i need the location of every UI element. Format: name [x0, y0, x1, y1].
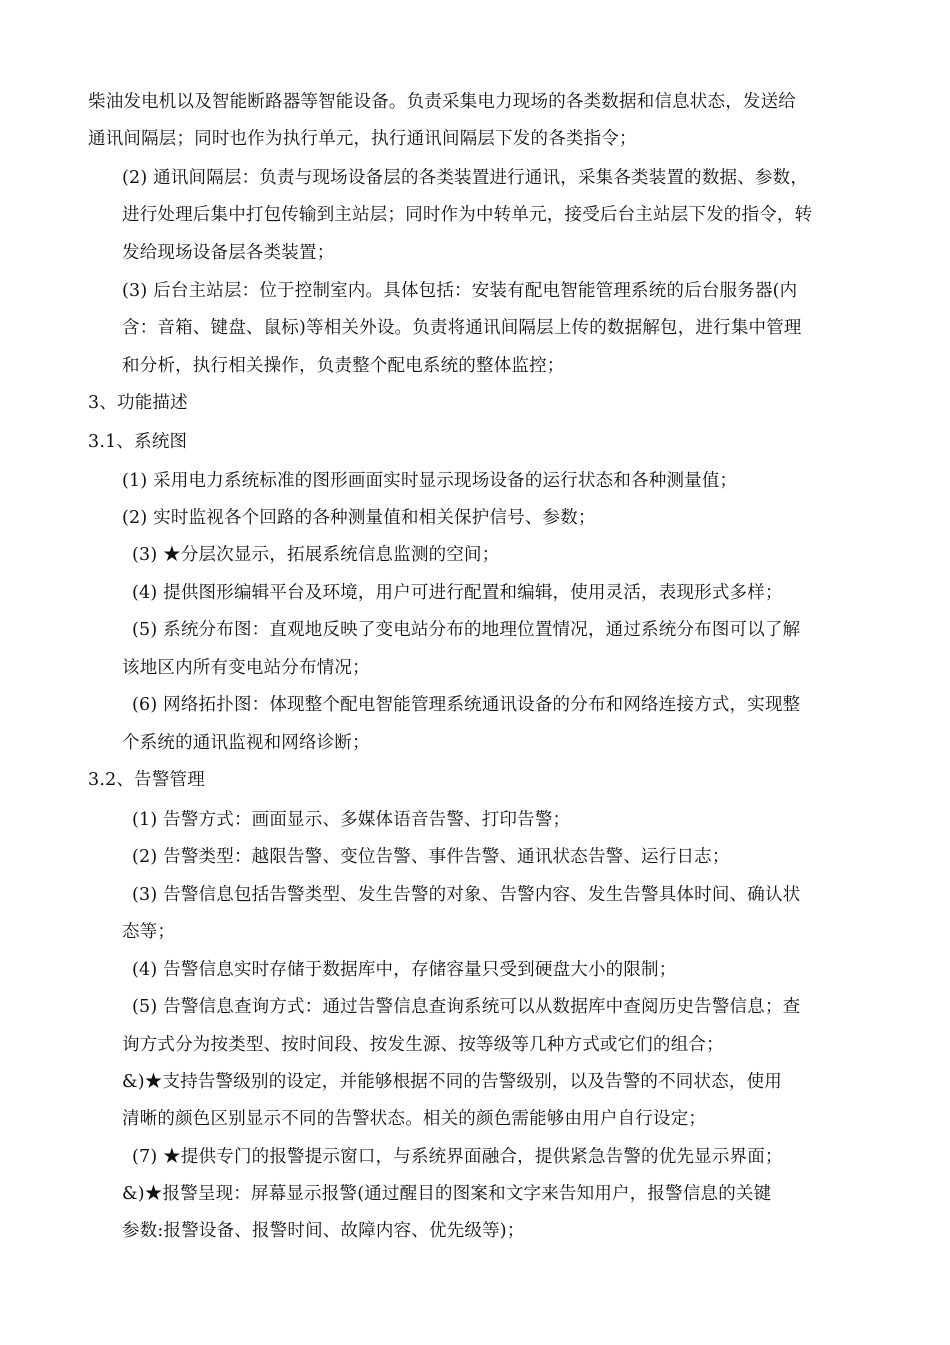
list-item-text: (4) 告警信息实时存储于数据库中，存储容量只受到硬盘大小的限制； — [132, 960, 677, 980]
list-item-text: (1) 采用电力系统标准的图形画面实时显示现场设备的运行状态和各种测量值； — [122, 471, 738, 491]
list-item-text: 和分析，执行相关操作，负责整个配电系统的整体监控； — [122, 356, 565, 376]
list-item-text: (4) 提供图形编辑平台及环境，用户可进行配置和编辑，使用灵活，表现形式多样； — [132, 583, 783, 603]
subsection-heading: 3.2、告警管理 — [88, 770, 205, 790]
body-text-line: 柴油发电机以及智能断路器等智能设备。负责采集电力现场的各类数据和信息状态，发送给 — [88, 92, 796, 112]
list-item-text: 该地区内所有变电站分布情况； — [122, 658, 370, 678]
list-item-text: 询方式分为按类型、按时间段、按发生源、按等级等几种方式或它们的组合； — [122, 1035, 724, 1055]
list-item-text: 进行处理后集中打包传输到主站层；同时作为中转单元，接受后台主站层下发的指令，转 — [122, 205, 813, 225]
list-item-text: 态等； — [122, 922, 176, 942]
list-item-text: (3) ★分层次显示，拓展系统信息监测的空间； — [132, 545, 500, 565]
list-item-text: (2) 通讯间隔层：负责与现场设备层的各类装置进行通讯，采集各类装置的数据、参数， — [122, 168, 809, 188]
list-item-text: 清晰的颜色区别显示不同的告警状态。相关的颜色需能够由用户自行设定； — [122, 1109, 707, 1129]
body-text-line: 通讯间隔层；同时也作为执行单元，执行通讯间隔层下发的各类指令； — [88, 129, 637, 149]
list-item-text: 含：音箱、键盘、鼠标)等相关外设。负责将通讯间隔层上传的数据解包，进行集中管理 — [122, 318, 802, 338]
list-item-text: (7) ★提供专门的报警提示窗口，与系统界面融合，提供紧急告警的优先显示界面； — [132, 1147, 783, 1167]
subsection-heading: 3.1、系统图 — [88, 432, 188, 452]
list-item-text: (5) 告警信息查询方式：通过告警信息查询系统可以从数据库中查阅历史告警信息；查 — [132, 997, 801, 1017]
list-item-text: (3) 后台主站层：位于控制室内。具体包括：安装有配电智能管理系统的后台服务器(内 — [122, 281, 798, 301]
list-item-text: (2) 实时监视各个回路的各种测量值和相关保护信号、参数； — [122, 508, 596, 528]
list-item-text: 参数:报警设备、报警时间、故障内容、优先级等)； — [122, 1221, 525, 1241]
list-item-text: 个系统的通讯监视和网络诊断； — [122, 733, 370, 753]
list-item-text: (1) 告警方式：画面显示、多媒体语音告警、打印告警； — [132, 810, 571, 830]
list-item-text: (3) 告警信息包括告警类型、发生告警的对象、告警内容、发生告警具体时间、确认状 — [132, 885, 801, 905]
list-item-text: (5) 系统分布图：直观地反映了变电站分布的地理位置情况，通过系统分布图可以了解 — [132, 620, 801, 640]
section-heading: 3、功能描述 — [88, 393, 188, 413]
list-item-text: 发给现场设备层各类装置； — [122, 243, 335, 263]
list-item-text: (6) 网络拓扑图：体现整个配电智能管理系统通讯设备的分布和网络连接方式，实现整 — [132, 695, 801, 715]
list-item-text: (2) 告警类型：越限告警、变位告警、事件告警、通讯状态告警、运行日志； — [132, 847, 730, 867]
list-item-text: &)★报警呈现：屏幕显示报警(通过醒目的图案和文字来告知用户，报警信息的关键 — [122, 1184, 772, 1204]
list-item-text: &)★支持告警级别的设定，并能够根据不同的告警级别，以及告警的不同状态，使用 — [122, 1072, 783, 1092]
